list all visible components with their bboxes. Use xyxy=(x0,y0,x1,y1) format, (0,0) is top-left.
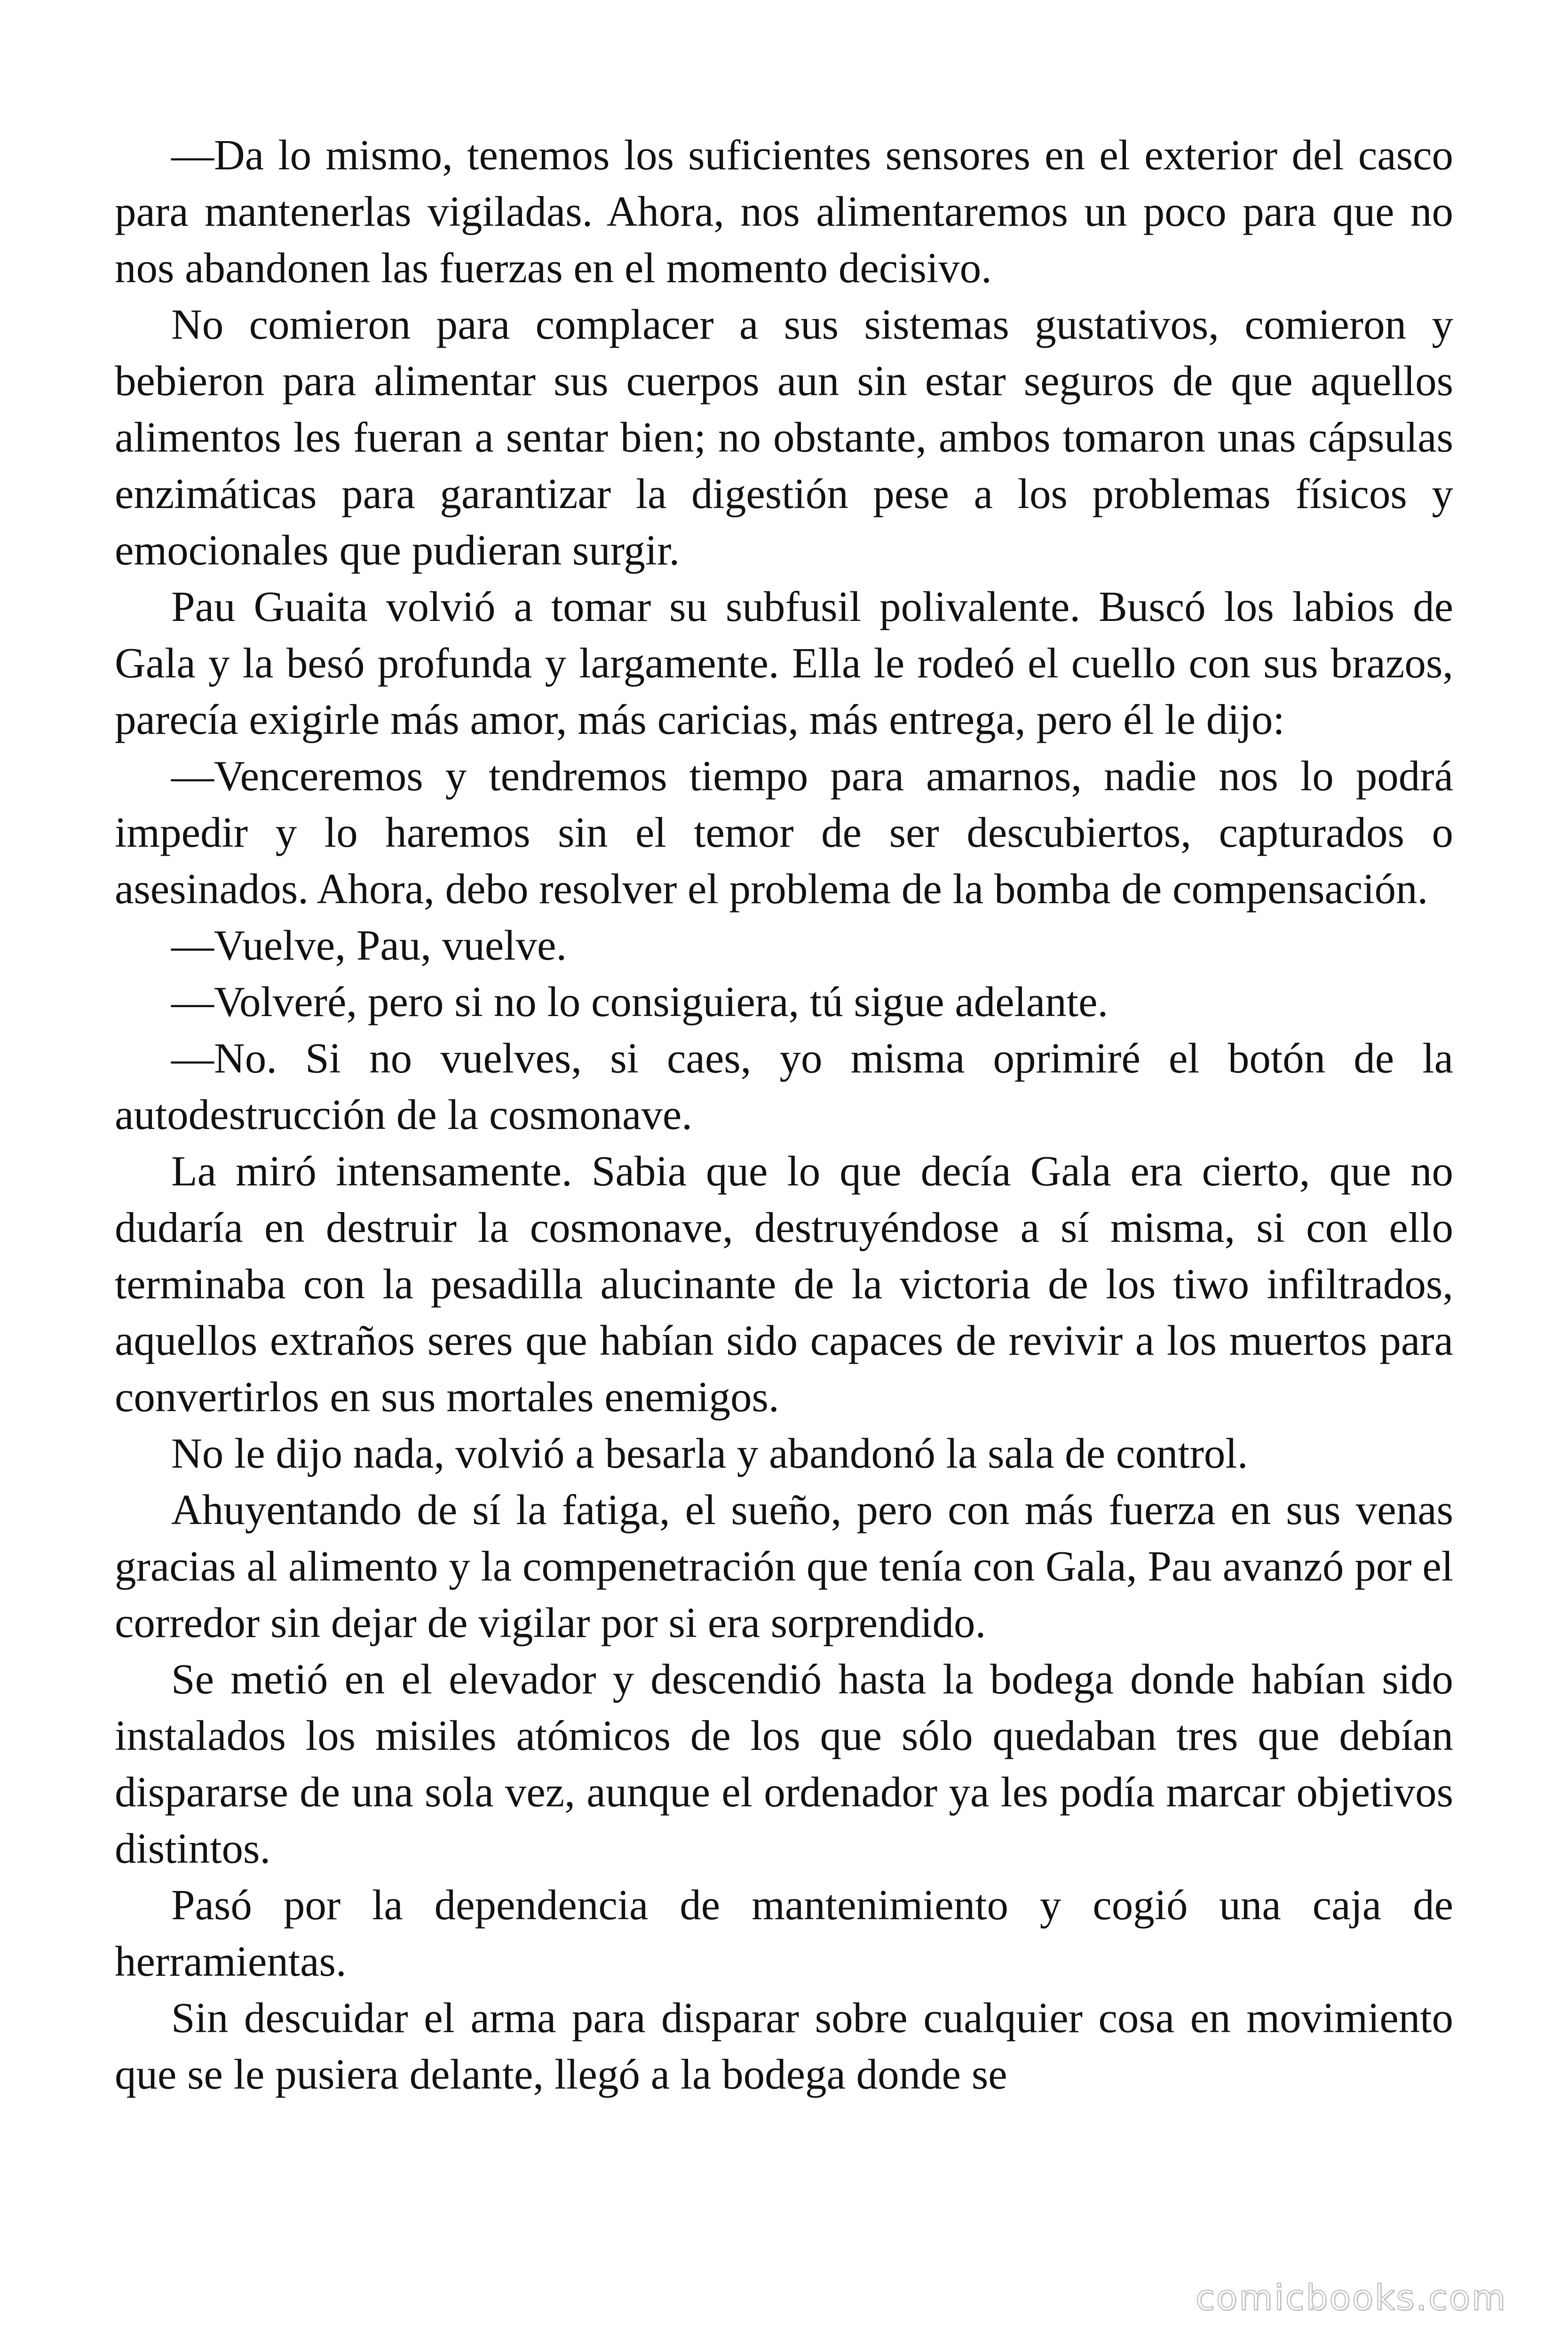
paragraph-2: No comieron para complacer a sus sistemas gustativos, comieron y bebieron para alimentar sus cuerpos aun sin estar seguros de que aquellos alimentos les fueran a sentar bien; no obstante, ambos tomaron unas cápsulas enzimáticas para garantizar la digestión pese a los problemas físicos y emocionales que pudieran surgir. xyxy=(115,301,1453,574)
paragraph-9: No le dijo nada, volvió a besarla y abandonó la sala de control. xyxy=(171,1430,1248,1477)
paragraph-4: —Venceremos y tendremos tiempo para amarnos, nadie nos lo podrá impedir y lo haremos sin el temor de ser descubiertos, capturados o asesinados. Ahora, debo resolver el problema de la bomba de compensación. xyxy=(115,752,1453,913)
paragraph-13: Sin descuidar el arma para disparar sobre cualquier cosa en movimiento que se le pusiera delante, llegó a la bodega donde se xyxy=(115,1994,1453,2098)
paragraph-8: La miró intensamente. Sabia que lo que decía Gala era cierto, que no dudaría en destruir la cosmonave, destruyéndose a sí misma, si con ello terminaba con la pesadilla alucinante de la victoria de los tiwo infiltrados, aquellos extraños seres que habían sido capaces de revivir a los muertos para convertirlos en sus mortales enemigos. xyxy=(115,1147,1453,1421)
paragraph-3: Pau Guaita volvió a tomar su subfusil polivalente. Buscó los labios de Gala y la besó profunda y largamente. Ella le rodeó el cuello con sus brazos, parecía exigirle más amor, más caricias, más entrega, pero él le dijo: xyxy=(115,583,1453,743)
paragraph-7: —No. Si no vuelves, si caes, yo misma oprimiré el botón de la autodestrucción de la cosmonave. xyxy=(115,1034,1453,1138)
paragraph-5: —Vuelve, Pau, vuelve. xyxy=(171,922,567,969)
paragraph-10: Ahuyentando de sí la fatiga, el sueño, pero con más fuerza en sus venas gracias al alimento y la compenetración que tenía con Gala, Pau avanzó por el corredor sin dejar de vigilar por si era sorprendido. xyxy=(115,1486,1453,1646)
paragraph-6: —Volveré, pero si no lo consiguiera, tú sigue adelante. xyxy=(171,978,1109,1025)
paragraph-12: Pasó por la dependencia de mantenimiento y cogió una caja de herramientas. xyxy=(115,1881,1453,1985)
paragraph-11: Se metió en el elevador y descendió hasta la bodega donde habían sido instalados los misiles atómicos de los que sólo quedaban tres que debían dispararse de una sola vez, aunque el ordenador ya les podía marcar objetivos distintos. xyxy=(115,1655,1453,1872)
site-watermark: comicbooks.com xyxy=(1196,2278,1507,2318)
page-text xyxy=(115,127,1453,2103)
paragraph-1: —Da lo mismo, tenemos los suficientes sensores en el exterior del casco para mantenerlas vigiladas. Ahora, nos alimentaremos un poco para que no nos abandonen las fuerzas en el momento decisivo. xyxy=(115,131,1453,292)
